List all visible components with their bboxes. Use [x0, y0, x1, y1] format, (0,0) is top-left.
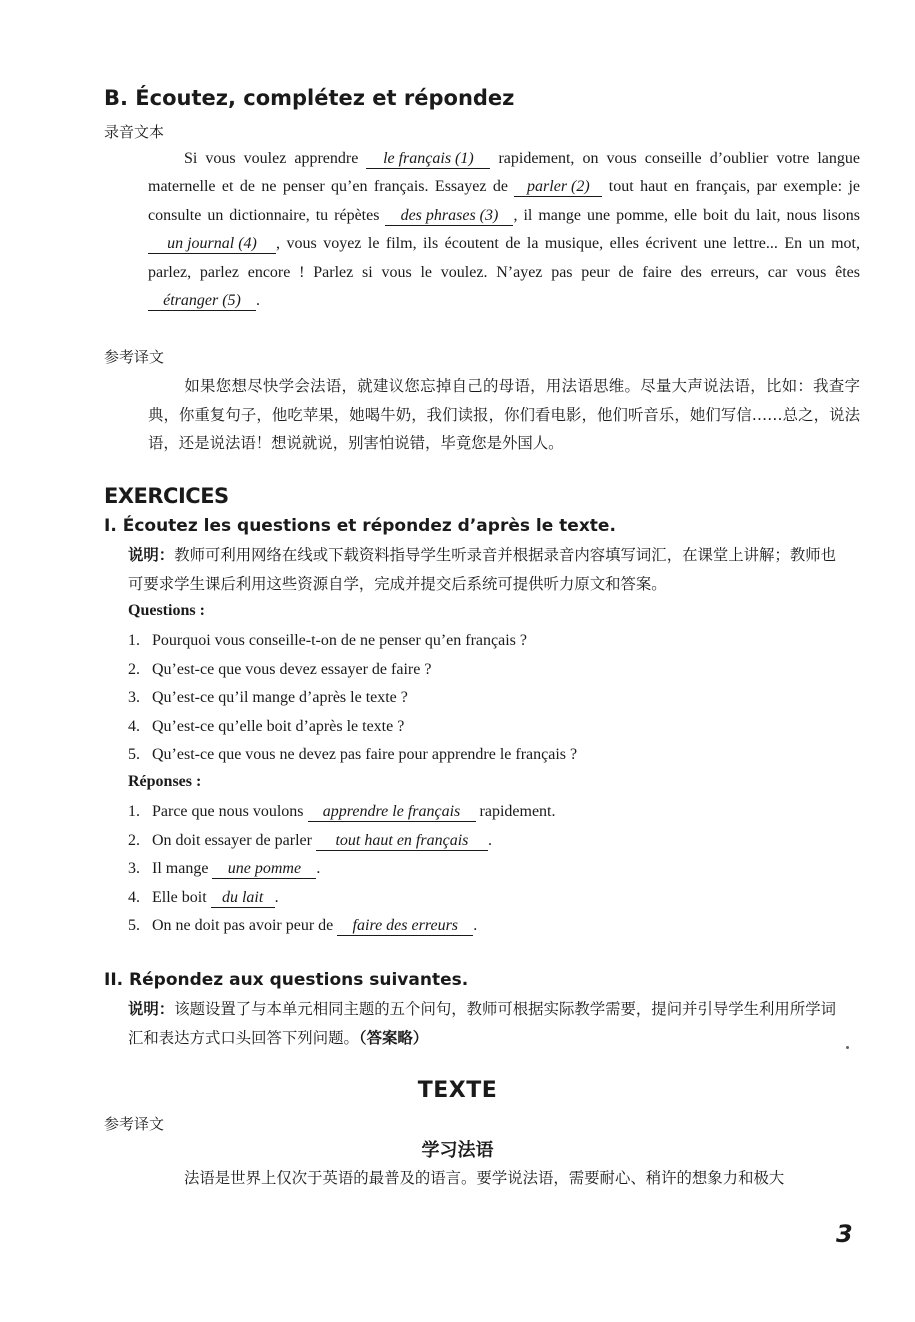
transcript-text-1: Si vous voulez apprendre — [184, 150, 367, 167]
list-item: 5. Qu’est-ce que vous ne devez pas faire pour apprendre le français ? — [128, 746, 578, 764]
exercise-2-note — [128, 995, 848, 1053]
transcript-label: 录音文本 — [104, 125, 165, 141]
blank-answer-4: un journal (4) — [148, 235, 276, 254]
translation-text: 如果您想尽快学会法语，就建议您忘掉自己的母语，用法语思维。尽量大声说法语，比如：我查字典，你重复句子，他吃苹果，她喝牛奶，我们读报，你们看电影，他们听音乐，她们写信……总之，说法语，还是说法语！想说就说，别害怕说错，毕竟您是外国人。 — [148, 377, 860, 453]
exercise-2-title: II. Répondez aux questions suivantes. — [104, 970, 469, 990]
transcript-paragraph — [148, 145, 860, 315]
chinese-text-paragraph — [148, 1164, 860, 1193]
exercise-1-note — [128, 541, 848, 599]
translation-paragraph — [148, 372, 860, 458]
note-label: 说明： — [128, 546, 175, 564]
blank-answer-1: le français (1) — [366, 150, 490, 169]
transcript-text-2: rapidement, on vous conseille d’oublier votre langue maternelle et de ne penser qu’en français. Essayez de — [148, 150, 860, 196]
answer-blank: tout haut en français — [316, 832, 488, 851]
list-item: 4. Qu’est-ce qu’elle boit d’après le texte ? — [128, 717, 405, 735]
texte-title: TEXTE — [417, 1078, 498, 1103]
answer-blank: du lait — [211, 889, 275, 908]
answers-list — [128, 798, 828, 941]
list-item: 4. Elle boit du lait . — [128, 888, 279, 906]
note-text: 该题设置了与本单元相同主题的五个问句，教师可根据实际教学需要，提问并引导学生利用所学词汇和表达方式口头回答下列问题。 — [128, 1000, 836, 1047]
blank-answer-3: des phrases (3) — [385, 207, 513, 226]
list-item: 2. Qu’est-ce que vous devez essayer de faire ? — [128, 660, 432, 678]
chinese-text-title: 学习法语 — [421, 1140, 494, 1161]
exercices-title: EXERCICES — [104, 484, 229, 508]
speck-mark — [846, 1046, 849, 1049]
transcript-text-6: . — [256, 292, 260, 310]
section-b-title: B. Écoutez, complétez et répondez — [104, 86, 515, 110]
questions-label: Questions : — [128, 602, 205, 619]
blank-answer-2: parler (2) — [514, 178, 602, 197]
answer-blank: apprendre le français — [308, 803, 476, 822]
note-label: 说明： — [128, 1000, 175, 1018]
list-item: 3. Il mange une pomme . — [128, 860, 321, 878]
list-item: 1. Pourquoi vous conseille-t-on de ne penser qu’en français ? — [128, 632, 527, 649]
translation-label: 参考译文 — [104, 350, 165, 366]
list-item: 1. Parce que nous voulons apprendre le français rapidement. — [128, 803, 556, 820]
chinese-text-line: 法语是世界上仅次于英语的最普及的语言。要学说法语，需要耐心、稍许的想象力和极大 — [184, 1169, 785, 1187]
blank-answer-5: étranger (5) — [148, 292, 256, 311]
list-item: 3. Qu’est-ce qu’il mange d’après le texte ? — [128, 689, 408, 707]
texte-translation-label: 参考译文 — [104, 1117, 165, 1133]
page-number: 3 — [836, 1220, 853, 1248]
answer-blank: faire des erreurs — [337, 917, 473, 936]
transcript-text-4: , il mange une pomme, elle boit du lait, nous lisons — [513, 206, 861, 224]
questions-list — [128, 627, 828, 770]
transcript-text-5: , vous voyez le film, ils écoutent de la musique, elles écrivent une lettre... En un mot, parlez, parlez encore ! Parlez si vous le voulez. N’ayez pas peur de faire des erreurs, car vous êtes — [148, 235, 860, 281]
answer-omitted: （答案略） — [358, 1029, 429, 1047]
list-item: 5. On ne doit pas avoir peur de faire des erreurs . — [128, 917, 478, 935]
note-text: 教师可利用网络在线或下载资料指导学生听录音并根据录音内容填写词汇，在课堂上讲解；教师也可要求学生课后利用这些资源自学，完成并提交后系统可提供听力原文和答案。 — [128, 546, 836, 593]
exercise-1-title: I. Écoutez les questions et répondez d’après le texte. — [104, 516, 616, 536]
answer-blank: une pomme — [212, 860, 316, 879]
list-item: 2. On doit essayer de parler tout haut en français . — [128, 831, 492, 849]
answers-label: Réponses : — [128, 773, 202, 790]
transcript-text-3: tout haut en français, par exemple: je consulte un dictionnaire, tu répètes — [148, 178, 861, 224]
